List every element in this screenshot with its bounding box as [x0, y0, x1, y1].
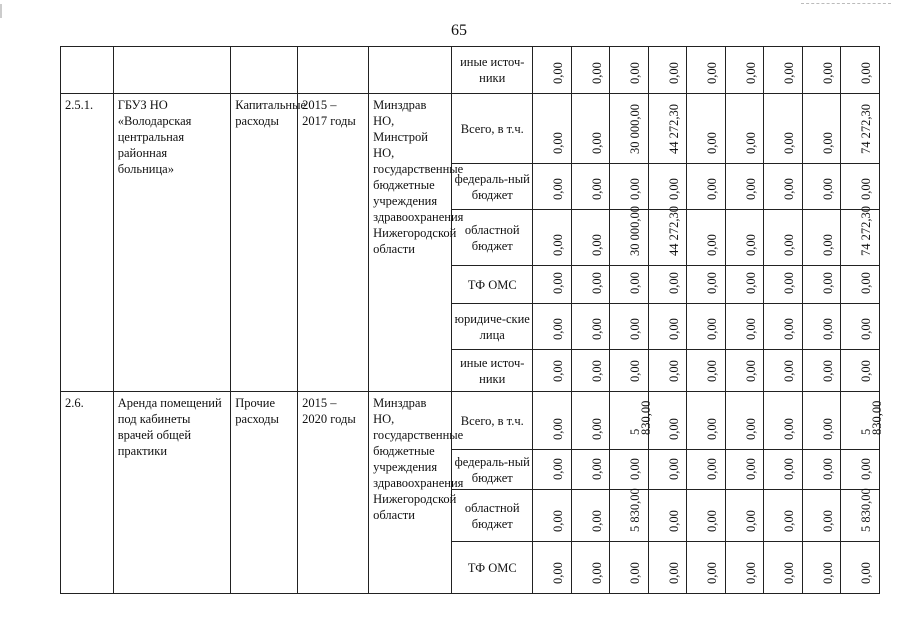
- value-cell: [764, 164, 803, 210]
- value-cell: [802, 210, 841, 266]
- value-text: 0,00: [743, 418, 758, 440]
- value-text: 5 830,00: [859, 488, 874, 532]
- source-label: иные источ-ники: [452, 350, 533, 392]
- value-cell: [802, 542, 841, 594]
- value-text: 0,00: [666, 510, 681, 532]
- value-cell: [610, 47, 649, 94]
- value-text: 0,00: [551, 234, 566, 256]
- value-cell: [764, 47, 803, 94]
- value-text: 0,00: [589, 562, 604, 584]
- value-text: 0,00: [705, 510, 720, 532]
- value-text: 0,00: [551, 458, 566, 480]
- value-cell: [764, 490, 803, 542]
- value-cell: [648, 304, 687, 350]
- value-text: 0,00: [551, 418, 566, 440]
- value-text: 0,00: [589, 360, 604, 382]
- value-cell: [725, 392, 764, 450]
- value-text: 0,00: [743, 132, 758, 154]
- cell-empty: [231, 47, 298, 94]
- value-text: 0,00: [666, 178, 681, 200]
- value-text: 0,00: [820, 562, 835, 584]
- value-cell: [687, 47, 726, 94]
- value-text: 0,00: [589, 234, 604, 256]
- value-text: 0,00: [705, 178, 720, 200]
- value-cell: [802, 47, 841, 94]
- value-text: 0,00: [782, 418, 797, 440]
- value-cell: [571, 304, 610, 350]
- value-text: 0,00: [628, 178, 643, 200]
- value-cell: [687, 490, 726, 542]
- table-row: [61, 47, 880, 94]
- value-text: 0,00: [782, 458, 797, 480]
- value-cell: [764, 94, 803, 164]
- value-cell: [841, 450, 880, 490]
- value-cell: [648, 206, 687, 266]
- budget-table: [60, 46, 885, 594]
- value-cell: [802, 266, 841, 304]
- value-cell: [533, 266, 572, 304]
- value-cell: [687, 450, 726, 490]
- value-cell: [764, 210, 803, 266]
- value-cell: [571, 94, 610, 164]
- value-cell: [533, 94, 572, 164]
- value-text: 0,00: [705, 62, 720, 84]
- value-text: 74 272,30: [859, 104, 874, 154]
- value-text: 0,00: [551, 178, 566, 200]
- source-label: Всего, в т.ч.: [452, 94, 533, 164]
- value-text: 0,00: [666, 458, 681, 480]
- value-text: 0,00: [666, 562, 681, 584]
- value-cell: [571, 164, 610, 210]
- value-cell: [648, 350, 687, 392]
- value-text: 0,00: [743, 272, 758, 294]
- value-cell: [610, 94, 649, 164]
- value-cell: [802, 450, 841, 490]
- value-text: 0,00: [551, 62, 566, 84]
- value-text: 0,00: [705, 458, 720, 480]
- value-text: 0,00: [782, 62, 797, 84]
- value-text: 0,00: [859, 360, 874, 382]
- value-text: 0,00: [589, 272, 604, 294]
- item-name: ГБУЗ НО «Володарская центральная районная больница»: [113, 94, 231, 392]
- value-cell: [533, 350, 572, 392]
- scan-dash: [801, 3, 891, 5]
- value-text: 0,00: [743, 562, 758, 584]
- value-text: 30 000,00: [628, 206, 643, 256]
- value-text: 0,00: [859, 178, 874, 200]
- value-text: 0,00: [743, 234, 758, 256]
- value-cell: [725, 164, 764, 210]
- table-row: [61, 392, 880, 450]
- value-text: 0,00: [589, 418, 604, 440]
- value-text: 44 272,30: [666, 104, 681, 154]
- scan-mark: [0, 4, 2, 18]
- value-cell: [725, 47, 764, 94]
- source-label: иные источ-ники: [452, 47, 533, 94]
- value-text: 0,00: [782, 132, 797, 154]
- value-cell: [533, 490, 572, 542]
- value-cell: [610, 542, 649, 594]
- value-text: 0,00: [743, 360, 758, 382]
- table-row: [61, 94, 880, 164]
- value-cell: [610, 490, 649, 542]
- value-cell: [571, 350, 610, 392]
- value-text: 0,00: [628, 272, 643, 294]
- value-text: 0,00: [782, 234, 797, 256]
- value-text: 0,00: [705, 562, 720, 584]
- value-text: 0,00: [859, 318, 874, 340]
- value-cell: [802, 164, 841, 210]
- value-text: 0,00: [551, 272, 566, 294]
- value-cell: [725, 542, 764, 594]
- value-cell: [725, 210, 764, 266]
- value-text: 0,00: [820, 418, 835, 440]
- value-cell: [841, 392, 885, 450]
- value-cell: [687, 350, 726, 392]
- value-text: 0,00: [859, 562, 874, 584]
- value-cell: [841, 350, 880, 392]
- value-text: 0,00: [705, 360, 720, 382]
- value-text: 0,00: [782, 178, 797, 200]
- value-text: 0,00: [628, 360, 643, 382]
- period: 2015 – 2020 годы: [298, 392, 369, 594]
- value-text: 0,00: [859, 272, 874, 294]
- value-text: 0,00: [859, 62, 874, 84]
- value-cell: [725, 304, 764, 350]
- value-text: 0,00: [782, 562, 797, 584]
- value-text: 0,00: [628, 562, 643, 584]
- value-cell: [802, 392, 841, 450]
- value-text: 0,00: [705, 234, 720, 256]
- value-text: 0,00: [820, 234, 835, 256]
- expense-type: Капитальные расходы: [231, 94, 298, 392]
- value-text: 0,00: [743, 510, 758, 532]
- value-cell: [648, 164, 687, 210]
- value-text: 0,00: [589, 318, 604, 340]
- value-cell: [687, 304, 726, 350]
- value-cell: [648, 542, 687, 594]
- source-label: областной бюджет: [452, 210, 533, 266]
- value-cell: [764, 350, 803, 392]
- value-text: 0,00: [551, 562, 566, 584]
- value-cell: [841, 94, 880, 164]
- value-text: 0,00: [743, 318, 758, 340]
- value-cell: [648, 266, 687, 304]
- source-label: юридиче-ские лица: [452, 304, 533, 350]
- value-text: 0,00: [666, 318, 681, 340]
- value-cell: [571, 266, 610, 304]
- value-cell: [610, 450, 649, 490]
- value-cell: [533, 304, 572, 350]
- value-text: 0,00: [628, 62, 643, 84]
- value-text: 0,00: [820, 318, 835, 340]
- value-text: 0,00: [705, 318, 720, 340]
- item-name: Аренда помещений под кабинеты врачей общей практики: [113, 392, 231, 594]
- value-text: 0,00: [551, 318, 566, 340]
- value-cell: [571, 210, 610, 266]
- value-text: 0,00: [551, 360, 566, 382]
- value-cell: [725, 350, 764, 392]
- value-text: 0,00: [628, 318, 643, 340]
- page-number: 65: [451, 22, 467, 39]
- value-cell: [802, 304, 841, 350]
- value-cell: [841, 206, 880, 266]
- period: 2015 – 2017 годы: [298, 94, 369, 392]
- value-text: 0,00: [589, 510, 604, 532]
- value-cell: [841, 164, 880, 210]
- value-cell: [725, 490, 764, 542]
- executor: Минздрав НО, Минстрой НО, государственные бюджетные учреждения здравоохранения Нижегородской области: [369, 94, 452, 392]
- value-cell: [841, 304, 880, 350]
- cell-empty: [298, 47, 369, 94]
- value-text: 0,00: [782, 272, 797, 294]
- value-cell: [533, 450, 572, 490]
- value-text: 0,00: [705, 132, 720, 154]
- value-text: 0,00: [820, 178, 835, 200]
- value-cell: [533, 47, 572, 94]
- value-cell: [764, 392, 803, 450]
- value-text: 0,00: [859, 458, 874, 480]
- value-cell: [802, 350, 841, 392]
- value-text: 0,00: [820, 132, 835, 154]
- value-text: 5 830,00: [628, 400, 654, 435]
- value-text: 0,00: [666, 418, 681, 440]
- value-text: 5 830,00: [628, 488, 643, 532]
- value-cell: [610, 164, 649, 210]
- value-text: 30 000,00: [628, 104, 643, 154]
- executor: Минздрав НО, государственные бюджетные учреждения здравоохранения Нижегородской области: [369, 392, 452, 594]
- value-cell: [533, 210, 572, 266]
- value-text: 74 272,30: [859, 206, 874, 256]
- item-number: 2.5.1.: [61, 94, 114, 392]
- value-cell: [841, 490, 880, 542]
- value-text: 0,00: [782, 510, 797, 532]
- value-cell: [533, 392, 572, 450]
- value-text: 0,00: [820, 360, 835, 382]
- value-cell: [841, 542, 880, 594]
- value-cell: [725, 94, 764, 164]
- item-number: 2.6.: [61, 392, 114, 594]
- source-label: федераль-ный бюджет: [452, 450, 533, 490]
- value-cell: [610, 350, 649, 392]
- value-cell: [610, 266, 649, 304]
- value-cell: [648, 94, 687, 164]
- value-text: 0,00: [666, 272, 681, 294]
- value-cell: [648, 47, 687, 94]
- value-text: 0,00: [666, 62, 681, 84]
- value-text: 0,00: [782, 360, 797, 382]
- value-text: 0,00: [551, 132, 566, 154]
- cell-empty: [113, 47, 231, 94]
- value-cell: [764, 450, 803, 490]
- value-text: 0,00: [666, 360, 681, 382]
- value-cell: [610, 392, 654, 450]
- value-cell: [687, 94, 726, 164]
- source-label: федераль-ный бюджет: [452, 164, 533, 210]
- cell-empty: [61, 47, 114, 94]
- value-text: 0,00: [705, 272, 720, 294]
- value-text: 0,00: [782, 318, 797, 340]
- value-text: 0,00: [551, 510, 566, 532]
- expense-type: Прочие расходы: [231, 392, 298, 594]
- value-text: 0,00: [820, 272, 835, 294]
- value-text: 0,00: [628, 458, 643, 480]
- value-cell: [841, 47, 880, 94]
- value-cell: [610, 206, 649, 266]
- value-text: 0,00: [820, 62, 835, 84]
- source-label: ТФ ОМС: [452, 266, 533, 304]
- value-text: 0,00: [589, 458, 604, 480]
- value-text: 0,00: [820, 510, 835, 532]
- value-cell: [764, 266, 803, 304]
- value-cell: [648, 392, 687, 450]
- value-text: 0,00: [589, 178, 604, 200]
- source-label: Всего, в т.ч.: [452, 392, 533, 450]
- value-text: 0,00: [743, 178, 758, 200]
- value-cell: [533, 542, 572, 594]
- value-text: 0,00: [589, 62, 604, 84]
- value-cell: [571, 450, 610, 490]
- value-text: 0,00: [743, 458, 758, 480]
- value-cell: [764, 304, 803, 350]
- value-cell: [802, 490, 841, 542]
- value-cell: [533, 164, 572, 210]
- value-cell: [687, 210, 726, 266]
- value-text: 0,00: [820, 458, 835, 480]
- value-cell: [687, 164, 726, 210]
- value-text: 0,00: [743, 62, 758, 84]
- value-cell: [648, 450, 687, 490]
- value-cell: [610, 304, 649, 350]
- source-label: областной бюджет: [452, 490, 533, 542]
- value-cell: [764, 542, 803, 594]
- value-cell: [802, 94, 841, 164]
- value-cell: [687, 392, 726, 450]
- value-cell: [687, 266, 726, 304]
- value-cell: [571, 47, 610, 94]
- value-cell: [725, 450, 764, 490]
- value-text: 0,00: [705, 418, 720, 440]
- value-cell: [648, 490, 687, 542]
- source-label: ТФ ОМС: [452, 542, 533, 594]
- value-cell: [571, 490, 610, 542]
- value-cell: [687, 542, 726, 594]
- table-body: [61, 47, 885, 594]
- value-cell: [725, 266, 764, 304]
- value-cell: [571, 542, 610, 594]
- value-text: 0,00: [589, 132, 604, 154]
- value-cell: [841, 266, 880, 304]
- cell-empty: [369, 47, 452, 94]
- value-text: 5 830,00: [859, 400, 885, 435]
- value-text: 44 272,30: [666, 206, 681, 256]
- value-cell: [571, 392, 610, 450]
